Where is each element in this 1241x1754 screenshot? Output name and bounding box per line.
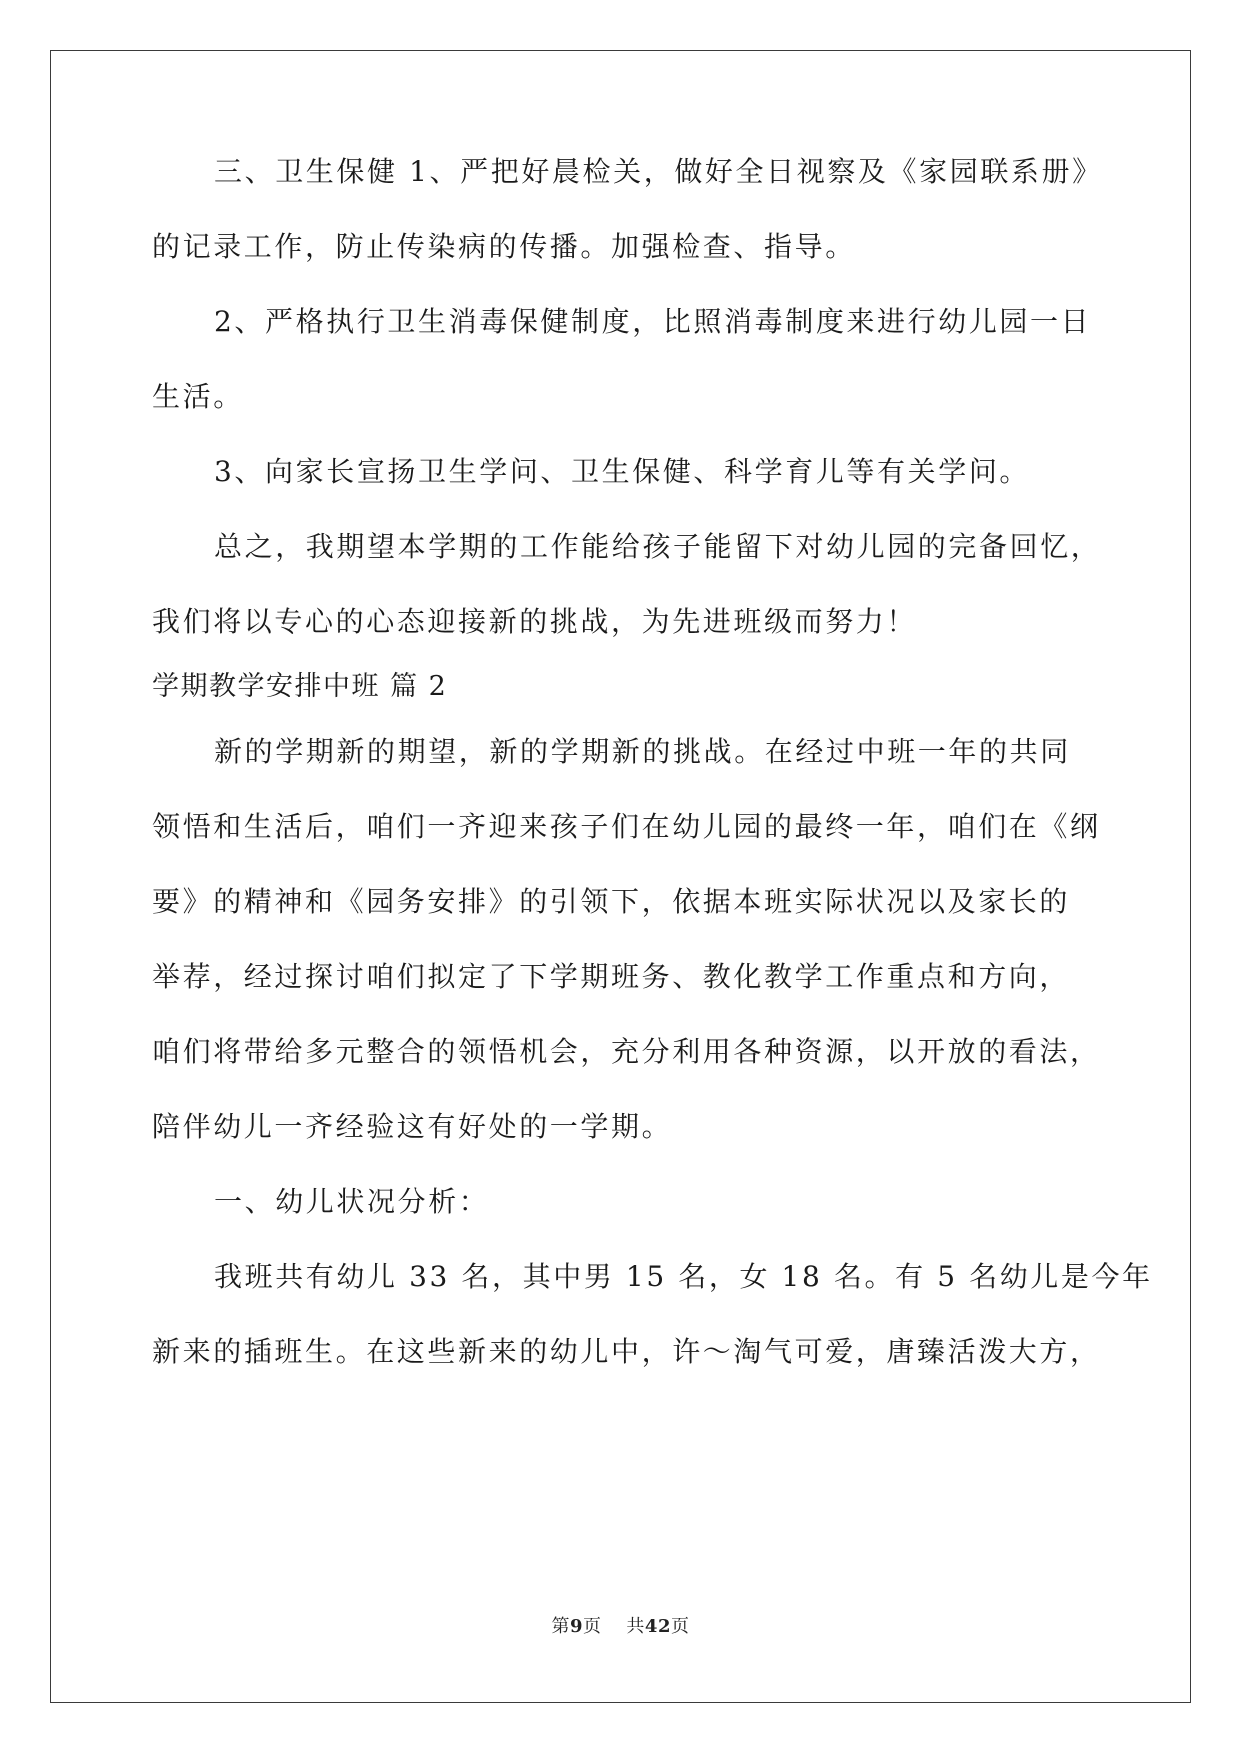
page-border: [50, 50, 1191, 1703]
paragraph-line: 领悟和生活后，咱们一齐迎来孩子们在幼儿园的最终一年，咱们在《纲: [152, 810, 1101, 843]
section-heading: 学期教学安排中班 篇 2: [152, 671, 448, 702]
total-prefix: 共: [626, 1616, 645, 1637]
paragraph-line: 举荐，经过探讨咱们拟定了下学期班务、教化教学工作重点和方向，: [152, 960, 1071, 993]
paragraph-line: 三、卫生保健 1、严把好晨检关，做好全日视察及《家园联系册》: [214, 155, 1103, 188]
paragraph-line: 一、幼儿状况分析：: [214, 1185, 490, 1218]
paragraph-line: 新的学期新的期望，新的学期新的挑战。在经过中班一年的共同: [214, 735, 1071, 768]
paragraph-line: 生活。: [152, 380, 244, 413]
paragraph-line: 总之，我期望本学期的工作能给孩子能留下对幼儿园的完备回忆，: [214, 530, 1102, 563]
page-prefix: 第: [551, 1616, 570, 1637]
paragraph-line: 我们将以专心的心态迎接新的挑战，为先进班级而努力！: [152, 605, 918, 638]
total-suffix: 页: [670, 1616, 690, 1637]
page-number: 9: [570, 1616, 584, 1637]
page-suffix: 页: [583, 1616, 602, 1637]
paragraph-line: 陪伴幼儿一齐经验这有好处的一学期。: [152, 1110, 673, 1143]
paragraph-line: 的记录工作，防止传染病的传播。加强检查、指导。: [152, 230, 856, 263]
paragraph-line: 要》的精神和《园务安排》的引领下，依据本班实际状况以及家长的: [152, 885, 1071, 918]
paragraph-line: 咱们将带给多元整合的领悟机会，充分利用各种资源，以开放的看法，: [152, 1035, 1101, 1068]
paragraph-line: 新来的插班生。在这些新来的幼儿中，许～淘气可爱，唐臻活泼大方，: [152, 1335, 1101, 1368]
paragraph-line: 3、向家长宣扬卫生学问、卫生保健、科学育儿等有关学问。: [214, 455, 1031, 488]
paragraph-line: 2、严格执行卫生消毒保健制度，比照消毒制度来进行幼儿园一日: [214, 305, 1092, 338]
paragraph-line: 我班共有幼儿 33 名，其中男 15 名，女 18 名。有 5 名幼儿是今年: [214, 1260, 1153, 1293]
total-pages: 42: [644, 1616, 671, 1637]
page-footer: [0, 1615, 1241, 1639]
